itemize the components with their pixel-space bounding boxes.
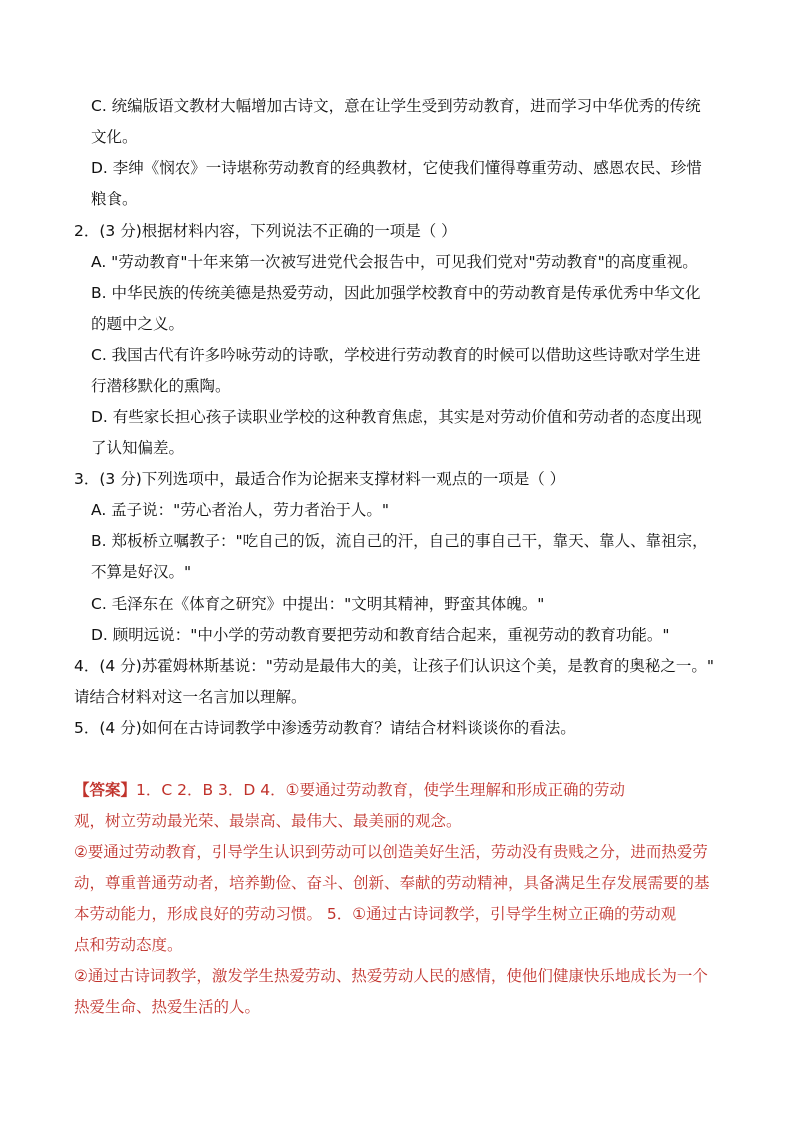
- q2-option-c-line1: C. 我国古代有许多吟咏劳动的诗歌，学校进行劳动教育的时候可以借助这些诗歌对学生进: [91, 346, 701, 364]
- q4-line1: 4．(4 分)苏霍姆林斯基说："劳动是最伟大的美，让孩子们认识这个美，是教育的奥秘之一。": [74, 657, 715, 675]
- answer-tag: 【答案】: [74, 781, 137, 799]
- q2-option-d-line1: D. 有些家长担心孩子读职业学校的这种教育焦虑，其实是对劳动价值和劳动者的态度出现: [91, 408, 702, 426]
- answer-line8: 热爱生命、热爱生活的人。: [74, 998, 261, 1016]
- q3-stem: 3．(3 分)下列选项中，最适合作为论据来支撑材料一观点的一项是（ ）: [74, 470, 566, 488]
- q2-option-d-line2: 了认知偏差。: [91, 439, 185, 457]
- answer-line1-text: 1．C 2．B 3．D 4．①要通过劳动教育，使学生理解和形成正确的劳动: [136, 781, 626, 799]
- q5-line1: 5．(4 分)如何在古诗词教学中渗透劳动教育？请结合材料谈谈你的看法。: [74, 719, 576, 737]
- q1-option-c-line1: C. 统编版语文教材大幅增加古诗文，意在让学生受到劳动教育，进而学习中华优秀的传统: [91, 97, 701, 115]
- answer-line5: 本劳动能力，形成良好的劳动习惯。 5．①通过古诗词教学，引导学生树立正确的劳动观: [74, 905, 677, 923]
- q2-stem: 2．(3 分)根据材料内容，下列说法不正确的一项是（ ）: [74, 222, 457, 240]
- answer-line2: 观，树立劳动最光荣、最崇高、最伟大、最美丽的观念。: [74, 812, 462, 830]
- answer-line7: ②通过古诗词教学，激发学生热爱劳动、热爱劳动人民的感情，使他们健康快乐地成长为一个: [74, 967, 708, 985]
- q1-option-d-line1: D. 李绅《悯农》一诗堪称劳动教育的经典教材，它使我们懂得尊重劳动、感恩农民、珍惜: [91, 159, 702, 177]
- answer-line1: [74, 780, 625, 800]
- q3-option-c: C. 毛泽东在《体育之研究》中提出："文明其精神，野蛮其体魄。": [91, 595, 545, 613]
- q3-option-a: A. 孟子说："劳心者治人，劳力者治于人。": [91, 501, 389, 519]
- q2-option-b-line2: 的题中之义。: [91, 315, 185, 333]
- q1-option-c-line2: 文化。: [91, 128, 138, 146]
- q1-option-d-line2: 粮食。: [91, 190, 138, 208]
- answer-line3: ②要通过劳动教育，引导学生认识到劳动可以创造美好生活，劳动没有贵贱之分，进而热爱劳: [74, 843, 708, 861]
- q3-option-b-line1: B. 郑板桥立嘱教子："吃自己的饭，流自己的汗，自己的事自己干，靠天、靠人、靠祖宗，: [91, 532, 708, 550]
- answer-line4: 动，尊重普通劳动者，培养勤俭、奋斗、创新、奉献的劳动精神，具备满足生存发展需要的基: [74, 874, 710, 892]
- q2-option-c-line2: 行潜移默化的熏陶。: [91, 377, 231, 395]
- q3-option-d: D. 顾明远说："中小学的劳动教育要把劳动和教育结合起来，重视劳动的教育功能。": [91, 626, 670, 644]
- q3-option-b-line2: 不算是好汉。": [91, 563, 192, 581]
- q4-line2: 请结合材料对这一名言加以理解。: [74, 688, 307, 706]
- answer-line6: 点和劳动态度。: [74, 936, 183, 954]
- q2-option-a: A. "劳动教育"十年来第一次被写进党代会报告中，可见我们党对"劳动教育"的高度重视。: [91, 253, 698, 271]
- q2-option-b-line1: B. 中华民族的传统美德是热爱劳动，因此加强学校教育中的劳动教育是传承优秀中华文化: [91, 284, 701, 302]
